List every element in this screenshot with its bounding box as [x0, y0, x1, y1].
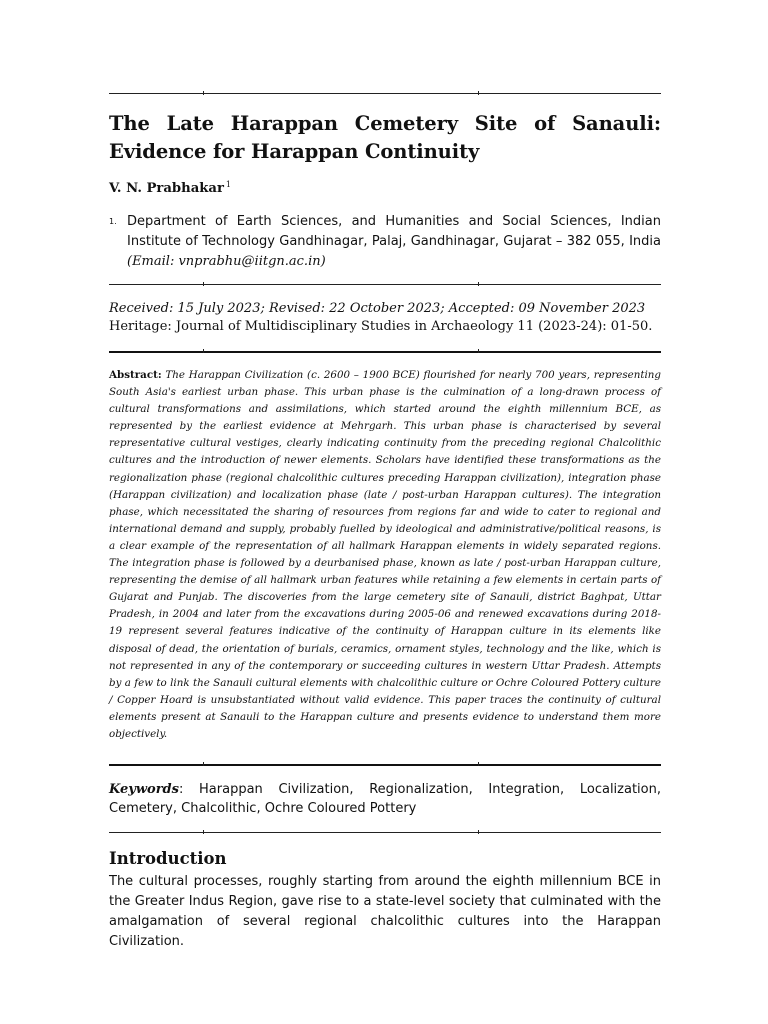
- section-heading-introduction: Introduction: [109, 849, 227, 868]
- rule-tick: [478, 830, 479, 834]
- abstract: [109, 367, 661, 743]
- keywords-rule: [109, 832, 661, 833]
- author-text: V. N. Prabhakar: [109, 181, 224, 196]
- rule-tick: [203, 762, 204, 766]
- rule-tick: [203, 282, 204, 286]
- introduction-paragraph: The cultural processes, roughly starting from around the eighth millennium BCE in the Greater Indus Region, gave rise to a state-level society that culminated with the amalgamation of several regional chalcolithic cultures into the Harappan Civilization.: [109, 874, 661, 949]
- rule-tick: [203, 349, 204, 353]
- top-rule: [109, 93, 661, 94]
- author-name: [109, 180, 231, 196]
- abstract-text: The Harappan Civilization (c. 2600 – 1900 BCE) flourished for nearly 700 years, representing South Asia's earliest urban phase. This urban phase is the culmination of a long-drawn process of cultural transformations and assimilations, which started around the eighth millennium BCE, as represented by the earliest evidence at Mehrgarh. This urban phase is characterised by several representative cultural vestiges, clearly indicating continuity from the preceding regional Chalcolithic cultures and the introduction of newer elements. Scholars have identified these transformations as the regionalization phase (regional chalcolithic cultures preceding Harappan civilization), integration phase (Harappan civilization) and localization phase (late / post-urban Harappan cultures). The integration phase, which necessitated the sharing of resources from regions far and wide to cater to regional and international demand and supply, probably fuelled by ideological and administrative/political reasons, is a clear example of the representation of all hallmark Harappan elements in widely separated regions. The integration phase is followed by a deurbanised phase, known as late / post-urban Harappan culture, representing the demise of all hallmark urban features while retaining a few elements in certain parts of Gujarat and Punjab. The discoveries from the large cemetery site of Sanauli, district Baghpat, Uttar Pradesh, in 2004 and later from the excavations during 2005-06 and renewed excavations during 2018-19 represent several features indicative of the continuity of Harappan culture in its elements like disposal of dead, the orientation of burials, ceramics, ornament styles, technology and the like, which is not represented in any of the contemporary or succeeding cultures in western Uttar Pradesh. Attempts by a few to link the Sanauli cultural elements with chalcolithic culture or Ochre Coloured Pottery culture / Copper Hoard is unsubstantiated without valid evidence. This paper traces the continuity of cultural elements present at Sanauli to the Harappan culture and presents evidence to understand them more objectively.: [109, 369, 661, 740]
- rule-tick: [203, 830, 204, 834]
- rule-tick: [203, 91, 204, 95]
- rule-tick: [478, 762, 479, 766]
- affiliation-number: 1.: [109, 217, 117, 226]
- keywords: [109, 780, 661, 818]
- keywords-label: Keywords: [109, 782, 179, 797]
- abstract-label: Abstract:: [109, 369, 162, 381]
- keywords-text: : Harappan Civilization, Regionalization, Integration, Localization, Cemetery, Chalcolithic, Ochre Coloured Pottery: [109, 782, 661, 816]
- paper-title: The Late Harappan Cemetery Site of Sanauli: Evidence for Harappan Continuity: [109, 112, 661, 163]
- rule-tick: [478, 282, 479, 286]
- author-superscript: 1: [225, 180, 231, 189]
- submission-dates: Received: 15 July 2023; Revised: 22 October 2023; Accepted: 09 November 2023: [109, 301, 646, 316]
- rule-tick: [478, 91, 479, 95]
- affiliation-rule: [109, 284, 661, 285]
- abstract-top-rule: [109, 351, 661, 353]
- affiliation-text: Department of Earth Sciences, and Humanities and Social Sciences, Indian Institute of Technology Gandhinagar, Palaj, Gandhinagar, Gujarat – 382 055, India: [127, 214, 661, 249]
- rule-tick: [478, 349, 479, 353]
- affiliation: [109, 212, 661, 272]
- affiliation-text-block: [127, 212, 661, 272]
- abstract-bottom-rule: [109, 764, 661, 766]
- affiliation-email: (Email: vnprabhu@iitgn.ac.in): [127, 254, 326, 269]
- journal-citation: Heritage: Journal of Multidisciplinary Studies in Archaeology 11 (2023-24): 01-50.: [109, 319, 653, 334]
